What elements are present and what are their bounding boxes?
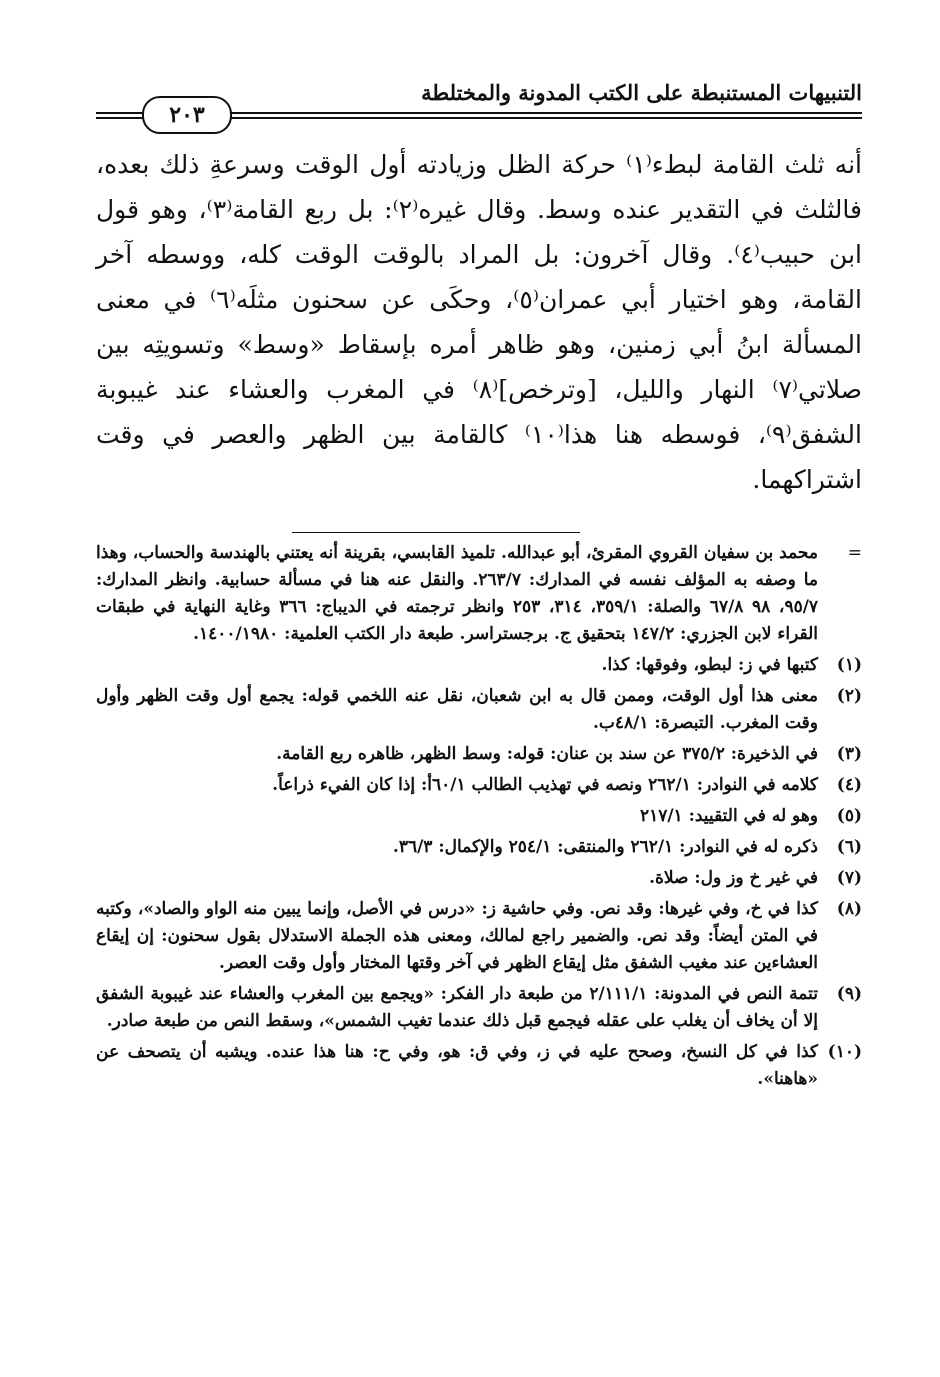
footnote-text: كلامه في النوادر: ٢٦٢/١ ونصه في تهذيب الطالب ٦٠/١أ: إذا كان الفيء ذراعاً. — [272, 775, 818, 795]
footnote-10 — [96, 1039, 862, 1093]
footnote-text: كتبها في ز: لبطو، وفوقها: كذا. — [601, 655, 818, 675]
footnote-marker: (٧) — [836, 868, 862, 888]
footnote-marker: (٨) — [836, 899, 862, 919]
footnote-marker: (٢) — [836, 686, 862, 706]
footnote-text: في الذخيرة: ٣٧٥/٢ عن سند بن عنان: قوله: وسط الظهر، ظاهره ربع القامة. — [276, 744, 818, 764]
footnote-4 — [96, 772, 862, 799]
footnotes — [96, 540, 862, 1097]
footnote-text: تتمة النص في المدونة: ٢/١١١/١ من طبعة دار الفكر: «ويجمع بين المغرب والعشاء عند غيبوبة الشفق إلا أن يخاف أن يغلب على عقله فيجمع قبل ذلك عندما تغيب الشمس»، وسقط النص من طبعة صادر. — [96, 984, 818, 1031]
footnote-2 — [96, 683, 862, 737]
footnote-marker: (١٠) — [827, 1042, 862, 1062]
footnote-3 — [96, 741, 862, 768]
footnote-marker: (٣) — [836, 744, 862, 764]
footnote-continuation — [96, 540, 862, 648]
running-title: التنبيهات المستنبطة على الكتب المدونة والمختلطة — [421, 80, 862, 105]
footnote-marker: = — [847, 543, 862, 563]
footnote-9 — [96, 981, 862, 1035]
footnote-7 — [96, 865, 862, 892]
footnote-6 — [96, 834, 862, 861]
main-text — [96, 142, 862, 502]
page-number: ٢٠٣ — [142, 96, 232, 134]
footnote-marker: (٦) — [836, 837, 862, 857]
footnote-text: كذا في خ، وفي غيرها: وقد نص. وفي حاشية ز: «درس في الأصل، وإنما يبين منه الواو والصاد»، وكتبه في المتن أيضاً: وقد نص. والضمير راجع لمالك، ومعنى هذه الجملة الاستدلال بقول سحنون: إن إيقاع العشاءين عند مغيب الشفق مثل إيقاع الظهر في آخر وقتها المختار وأول وقت العصر. — [96, 899, 818, 973]
footnote-1 — [96, 652, 862, 679]
footnote-separator — [292, 532, 580, 533]
footnote-text: محمد بن سفيان القروي المقرئ، أبو عبدالله. تلميذ القابسي، بقرينة أنه يعتني بالهندسة والحساب، وهذا ما وصفه به المؤلف نفسه في المدارك: ٢٦٣/٧. والنقل عنه هنا في مسألة حسابية. وانظر المدارك: ٩٥/٧، ٩٨ ٦٧/٨ والصلة: ٣٥٩/١، ٣١٤، ٢٥٣ وانظر ترجمته في الديباج: ٣٦٦ وغاية النهاية في طبقات القراء لابن الجزري: ١٤٧/٢ بتحقيق ج. برجستراسر. طبعة دار الكتب العلمية: ١٤٠٠/١٩٨٠. — [96, 543, 819, 644]
footnote-8 — [96, 896, 862, 977]
footnote-text: معنى هذا أول الوقت، وممن قال به ابن شعبان، نقل عنه اللخمي قوله: يجمع أول وقت الظهر وأول وقت المغرب. التبصرة: ٤٨/١ب. — [96, 686, 818, 733]
footnote-text: كذا في كل النسخ، وصحح عليه في ز، وفي ق: هو، وفي ح: هنا هذا عنده. ويشبه أن يتصحف عن «هاهنا». — [96, 1042, 818, 1089]
footnote-text: وهو له في التقييد: ٢١٧/١ — [639, 806, 818, 826]
footnote-marker: (٥) — [836, 806, 862, 826]
footnote-5 — [96, 803, 862, 830]
footnote-text: ذكره له في النوادر: ٢٦٢/١ والمنتقى: ٢٥٤/١ والإكمال: ٣٦/٣. — [392, 837, 818, 857]
footnote-marker: (٩) — [836, 984, 862, 1004]
body-paragraph: أنه ثلث القامة لبطء⁽١⁾ حركة الظل وزيادته أول الوقت وسرعةِ ذلك بعده، فالثلث في التقدير عنده وسط. وقال غيره⁽٢⁾: بل ربع القامة⁽٣⁾، وهو قول ابن حبيب⁽٤⁾. وقال آخرون: بل المراد بالوقت الوقت كله، ووسطه آخر القامة، وهو اختيار أبي عمران⁽٥⁾، وحكَى عن سحنون مثلَه⁽٦⁾ في معنى المسألة ابنُ أبي زمنين، وهو ظاهر أمره بإسقاط «وسط» وتسويتِه بين صلاتي⁽٧⁾ النهار والليل، [وترخص]⁽٨⁾ في المغرب والعشاء عند غيبوبة الشفق⁽٩⁾، فوسطه هنا هذا⁽١٠⁾ كالقامة بين الظهر والعصر في وقت اشتراكهما. — [96, 150, 862, 494]
footnote-marker: (١) — [836, 655, 862, 675]
footnote-text: في غير خ وز ول: صلاة. — [649, 868, 818, 888]
footnote-marker: (٤) — [836, 775, 862, 795]
